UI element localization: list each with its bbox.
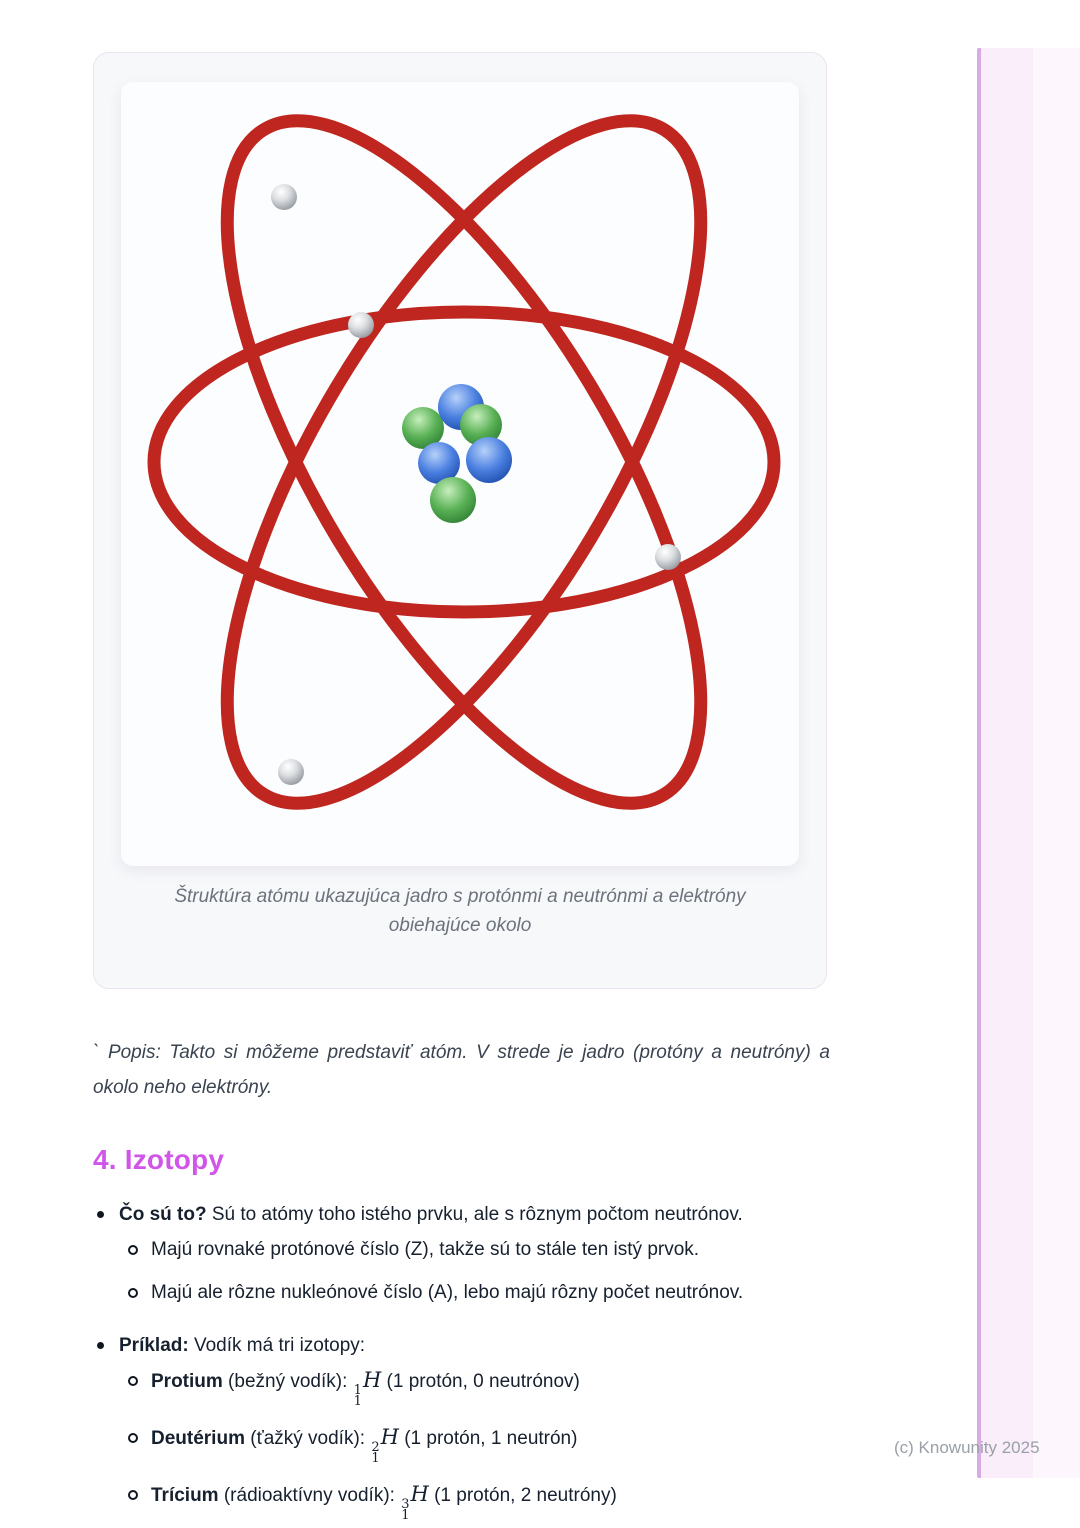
description-text: Popis: Takto si môžeme predstaviť atóm. V strede je jadro (protóny a neutróny) a okolo neho elektróny. — [93, 1042, 830, 1098]
element-symbol: H — [362, 1368, 382, 1392]
bullet-icon — [97, 1342, 104, 1349]
sub-list-item — [120, 1237, 830, 1262]
isotope-line — [151, 1368, 580, 1407]
electron — [655, 544, 681, 570]
list-item-bold: Príklad: — [119, 1335, 189, 1356]
neutron-sphere — [430, 477, 476, 523]
list-item — [93, 1333, 830, 1358]
list-item — [93, 1202, 830, 1227]
circle-bullet-icon — [128, 1245, 138, 1255]
list-item-text — [119, 1202, 743, 1227]
isotope-name: Protium — [151, 1371, 223, 1392]
circle-bullet-icon — [128, 1376, 138, 1386]
list-item-rest: Vodík má tri izotopy: — [188, 1335, 366, 1356]
proton-sphere — [466, 437, 512, 483]
electron — [348, 312, 374, 338]
list-item-text — [119, 1333, 365, 1358]
figure-caption: Štruktúra atómu ukazujúca jadro s protónmi a neutrónmi a elektróny obiehajúce okolo — [174, 886, 746, 936]
atomic-number: 1 — [353, 1394, 362, 1409]
list-item-bold: Čo sú to? — [119, 1204, 207, 1225]
isotope-line — [151, 1425, 577, 1464]
circle-bullet-icon — [128, 1433, 138, 1443]
section-heading: 4. Izotopy — [93, 1144, 225, 1175]
mass-number: 2 — [371, 1440, 380, 1455]
isotope-post: (1 protón, 2 neutróny) — [428, 1485, 617, 1506]
isotope-line — [151, 1482, 617, 1521]
isotope-pre: (rádioaktívny vodík): — [218, 1485, 401, 1506]
nuclide-notation — [354, 1385, 362, 1407]
bullet-icon — [97, 1211, 104, 1218]
nuclide-notation — [401, 1499, 409, 1521]
side-accent-bar — [977, 48, 1080, 1478]
circle-bullet-icon — [128, 1288, 138, 1298]
isotopes-list — [93, 1202, 830, 1521]
page-content — [93, 52, 830, 1521]
circle-bullet-icon — [128, 1490, 138, 1500]
sub-list-item — [120, 1482, 830, 1521]
copyright-text: (c) Knowunity 2025 — [894, 1438, 1040, 1457]
atom-image — [121, 82, 799, 866]
isotope-post: (1 protón, 1 neutrón) — [398, 1428, 578, 1449]
isotope-name: Trícium — [151, 1485, 219, 1506]
isotope-pre: (bežný vodík): — [222, 1371, 353, 1392]
electron — [278, 759, 304, 785]
element-symbol: H — [380, 1425, 399, 1449]
sub-item-text: Majú ale rôzne nukleónové číslo (A), lebo majú rôzny počet neutrónov. — [151, 1282, 744, 1303]
isotope-pre: (ťažký vodík): — [244, 1428, 371, 1449]
mass-number: 3 — [401, 1497, 410, 1512]
orbit-group — [137, 82, 790, 866]
side-accent-soft — [1033, 48, 1080, 1478]
figure-card — [93, 52, 827, 989]
mass-number: 1 — [353, 1383, 362, 1398]
element-symbol: H — [410, 1482, 429, 1506]
electron — [271, 184, 297, 210]
sub-item-text: Majú rovnaké protónové číslo (Z), takže sú to stále ten istý prvok. — [151, 1239, 700, 1260]
isotope-name: Deutérium — [151, 1428, 245, 1449]
nucleus — [402, 384, 512, 523]
description-paragraph — [93, 1035, 830, 1105]
sub-list-item — [120, 1368, 830, 1407]
nuclide-notation — [371, 1442, 379, 1464]
description-prefix: ` — [93, 1042, 100, 1063]
atomic-number: 1 — [401, 1508, 410, 1523]
sub-list — [120, 1368, 830, 1521]
sub-list-item — [120, 1425, 830, 1464]
side-accent-fill — [981, 48, 1033, 1478]
isotope-post: (1 protón, 0 neutrónov) — [381, 1371, 580, 1392]
atomic-number: 1 — [371, 1451, 380, 1466]
atom-diagram — [121, 82, 799, 866]
list-item-rest: Sú to atómy toho istého prvku, ale s rôznym počtom neutrónov. — [206, 1204, 743, 1225]
sub-list — [120, 1237, 830, 1305]
sub-list-item — [120, 1280, 830, 1305]
